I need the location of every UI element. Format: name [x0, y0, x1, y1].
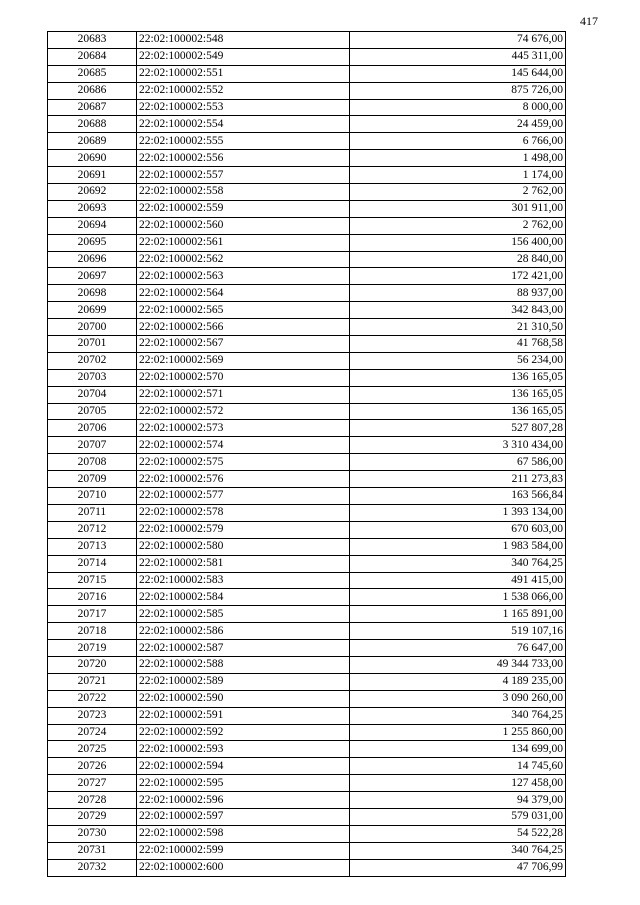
row-number: 20704: [48, 386, 137, 403]
cadastral-value: 74 676,00: [350, 32, 566, 49]
cadastral-value: 579 031,00: [350, 808, 566, 825]
row-number: 20714: [48, 555, 137, 572]
row-number: 20689: [48, 133, 137, 150]
cadastral-value: 340 764,25: [350, 707, 566, 724]
cadastral-value: 1 165 891,00: [350, 606, 566, 623]
cadastral-value: 211 273,83: [350, 471, 566, 488]
table-row: [48, 859, 566, 876]
row-number: 20719: [48, 640, 137, 657]
cadastral-number: 22:02:100002:561: [137, 234, 350, 251]
table-row: [48, 504, 566, 521]
row-number: 20710: [48, 488, 137, 505]
cadastral-number: 22:02:100002:593: [137, 741, 350, 758]
table-row: [48, 116, 566, 133]
cadastral-value: 2 762,00: [350, 184, 566, 201]
cadastral-value: 8 000,00: [350, 99, 566, 116]
cadastral-value: 491 415,00: [350, 572, 566, 589]
table-row: [48, 302, 566, 319]
cadastral-value: 136 165,05: [350, 403, 566, 420]
cadastral-value: 14 745,60: [350, 758, 566, 775]
cadastral-number: 22:02:100002:555: [137, 133, 350, 150]
cadastral-number: 22:02:100002:588: [137, 656, 350, 673]
cadastral-number: 22:02:100002:572: [137, 403, 350, 420]
cadastral-value: 76 647,00: [350, 640, 566, 657]
row-number: 20728: [48, 792, 137, 809]
table-row: [48, 758, 566, 775]
row-number: 20706: [48, 420, 137, 437]
row-number: 20721: [48, 673, 137, 690]
table-row: [48, 690, 566, 707]
cadastral-value: 24 459,00: [350, 116, 566, 133]
cadastral-number: 22:02:100002:598: [137, 825, 350, 842]
row-number: 20693: [48, 200, 137, 217]
table-row: [48, 521, 566, 538]
row-number: 20701: [48, 336, 137, 353]
cadastral-value: 527 807,28: [350, 420, 566, 437]
cadastral-number: 22:02:100002:574: [137, 437, 350, 454]
cadastral-value: 88 937,00: [350, 285, 566, 302]
cadastral-number: 22:02:100002:569: [137, 352, 350, 369]
cadastral-number: 22:02:100002:597: [137, 808, 350, 825]
cadastral-number: 22:02:100002:599: [137, 842, 350, 859]
row-number: 20727: [48, 775, 137, 792]
cadastral-value: 28 840,00: [350, 251, 566, 268]
cadastral-value: 301 911,00: [350, 200, 566, 217]
row-number: 20702: [48, 352, 137, 369]
cadastral-number: 22:02:100002:586: [137, 623, 350, 640]
row-number: 20698: [48, 285, 137, 302]
cadastral-number: 22:02:100002:552: [137, 82, 350, 99]
cadastral-number: 22:02:100002:595: [137, 775, 350, 792]
cadastral-number: 22:02:100002:592: [137, 724, 350, 741]
row-number: 20694: [48, 217, 137, 234]
table-row: [48, 808, 566, 825]
cadastral-number: 22:02:100002:558: [137, 184, 350, 201]
table-row: [48, 454, 566, 471]
table-row: [48, 82, 566, 99]
table-row: [48, 268, 566, 285]
cadastral-number: 22:02:100002:557: [137, 167, 350, 184]
table-row: [48, 200, 566, 217]
cadastral-value: 145 644,00: [350, 65, 566, 82]
table-row: [48, 133, 566, 150]
cadastral-value: 94 379,00: [350, 792, 566, 809]
cadastral-value: 670 603,00: [350, 521, 566, 538]
cadastral-number: 22:02:100002:580: [137, 538, 350, 555]
table-row: [48, 65, 566, 82]
row-number: 20716: [48, 589, 137, 606]
cadastral-number: 22:02:100002:573: [137, 420, 350, 437]
cadastral-value: 1 983 584,00: [350, 538, 566, 555]
table-row: [48, 471, 566, 488]
table-row: [48, 640, 566, 657]
table-row: [48, 184, 566, 201]
row-number: 20695: [48, 234, 137, 251]
cadastral-value: 2 762,00: [350, 217, 566, 234]
cadastral-value: 136 165,05: [350, 369, 566, 386]
row-number: 20684: [48, 48, 137, 65]
row-number: 20717: [48, 606, 137, 623]
cadastral-number: 22:02:100002:571: [137, 386, 350, 403]
cadastral-number: 22:02:100002:553: [137, 99, 350, 116]
row-number: 20713: [48, 538, 137, 555]
cadastral-value: 3 090 260,00: [350, 690, 566, 707]
table-row: [48, 437, 566, 454]
cadastral-number: 22:02:100002:596: [137, 792, 350, 809]
cadastral-value: 156 400,00: [350, 234, 566, 251]
row-number: 20688: [48, 116, 137, 133]
cadastral-number: 22:02:100002:548: [137, 32, 350, 49]
table-row: [48, 724, 566, 741]
table-row: [48, 555, 566, 572]
row-number: 20699: [48, 302, 137, 319]
cadastral-value: 163 566,84: [350, 488, 566, 505]
row-number: 20709: [48, 471, 137, 488]
table-row: [48, 99, 566, 116]
table-row: [48, 741, 566, 758]
cadastral-value: 342 843,00: [350, 302, 566, 319]
row-number: 20685: [48, 65, 137, 82]
cadastral-number: 22:02:100002:579: [137, 521, 350, 538]
row-number: 20732: [48, 859, 137, 876]
table-row: [48, 352, 566, 369]
table-row: [48, 369, 566, 386]
cadastral-number: 22:02:100002:594: [137, 758, 350, 775]
cadastral-number: 22:02:100002:587: [137, 640, 350, 657]
cadastral-value: 172 421,00: [350, 268, 566, 285]
cadastral-number: 22:02:100002:551: [137, 65, 350, 82]
cadastral-number: 22:02:100002:549: [137, 48, 350, 65]
row-number: 20708: [48, 454, 137, 471]
table-row: [48, 775, 566, 792]
row-number: 20712: [48, 521, 137, 538]
row-number: 20697: [48, 268, 137, 285]
cadastral-value: 340 764,25: [350, 842, 566, 859]
cadastral-value: 136 165,05: [350, 386, 566, 403]
cadastral-value: 134 699,00: [350, 741, 566, 758]
cadastral-value: 54 522,28: [350, 825, 566, 842]
cadastral-value: 519 107,16: [350, 623, 566, 640]
table-row: [48, 403, 566, 420]
cadastral-number: 22:02:100002:567: [137, 336, 350, 353]
cadastral-number: 22:02:100002:554: [137, 116, 350, 133]
cadastral-value: 56 234,00: [350, 352, 566, 369]
cadastral-value: 3 310 434,00: [350, 437, 566, 454]
row-number: 20715: [48, 572, 137, 589]
table-row: [48, 167, 566, 184]
row-number: 20720: [48, 656, 137, 673]
row-number: 20725: [48, 741, 137, 758]
row-number: 20690: [48, 150, 137, 167]
row-number: 20718: [48, 623, 137, 640]
cadastral-value: 21 310,50: [350, 319, 566, 336]
cadastral-number: 22:02:100002:590: [137, 690, 350, 707]
row-number: 20724: [48, 724, 137, 741]
cadastral-number: 22:02:100002:570: [137, 369, 350, 386]
row-number: 20691: [48, 167, 137, 184]
table-row: [48, 825, 566, 842]
cadastral-number: 22:02:100002:560: [137, 217, 350, 234]
table-row: [48, 420, 566, 437]
cadastral-value: 1 393 134,00: [350, 504, 566, 521]
cadastral-number: 22:02:100002:578: [137, 504, 350, 521]
cadastral-value-table: [47, 31, 566, 877]
cadastral-value: 1 538 066,00: [350, 589, 566, 606]
cadastral-number: 22:02:100002:564: [137, 285, 350, 302]
cadastral-number: 22:02:100002:591: [137, 707, 350, 724]
row-number: 20692: [48, 184, 137, 201]
row-number: 20687: [48, 99, 137, 116]
cadastral-number: 22:02:100002:559: [137, 200, 350, 217]
row-number: 20723: [48, 707, 137, 724]
row-number: 20731: [48, 842, 137, 859]
table-row: [48, 538, 566, 555]
row-number: 20700: [48, 319, 137, 336]
cadastral-number: 22:02:100002:562: [137, 251, 350, 268]
cadastral-number: 22:02:100002:563: [137, 268, 350, 285]
table-row: [48, 572, 566, 589]
cadastral-value: 445 311,00: [350, 48, 566, 65]
table-row: [48, 589, 566, 606]
cadastral-number: 22:02:100002:585: [137, 606, 350, 623]
table-row: [48, 606, 566, 623]
cadastral-number: 22:02:100002:589: [137, 673, 350, 690]
table-row: [48, 673, 566, 690]
table-row: [48, 150, 566, 167]
cadastral-number: 22:02:100002:583: [137, 572, 350, 589]
table-row: [48, 707, 566, 724]
cadastral-value: 41 768,58: [350, 336, 566, 353]
row-number: 20711: [48, 504, 137, 521]
table-row: [48, 792, 566, 809]
row-number: 20722: [48, 690, 137, 707]
row-number: 20730: [48, 825, 137, 842]
cadastral-value: 340 764,25: [350, 555, 566, 572]
cadastral-number: 22:02:100002:556: [137, 150, 350, 167]
cadastral-number: 22:02:100002:566: [137, 319, 350, 336]
table-row: [48, 234, 566, 251]
table-row: [48, 217, 566, 234]
row-number: 20686: [48, 82, 137, 99]
table-row: [48, 623, 566, 640]
row-number: 20705: [48, 403, 137, 420]
cadastral-value: 1 498,00: [350, 150, 566, 167]
row-number: 20696: [48, 251, 137, 268]
row-number: 20703: [48, 369, 137, 386]
row-number: 20707: [48, 437, 137, 454]
table-row: [48, 488, 566, 505]
table-row: [48, 386, 566, 403]
table-row: [48, 285, 566, 302]
table-row: [48, 32, 566, 49]
cadastral-number: 22:02:100002:565: [137, 302, 350, 319]
cadastral-value: 1 255 860,00: [350, 724, 566, 741]
table-body: [48, 32, 566, 877]
row-number: 20726: [48, 758, 137, 775]
cadastral-number: 22:02:100002:584: [137, 589, 350, 606]
cadastral-value: 67 586,00: [350, 454, 566, 471]
table-row: [48, 656, 566, 673]
table-row: [48, 336, 566, 353]
cadastral-number: 22:02:100002:575: [137, 454, 350, 471]
cadastral-value: 127 458,00: [350, 775, 566, 792]
row-number: 20729: [48, 808, 137, 825]
cadastral-number: 22:02:100002:577: [137, 488, 350, 505]
row-number: 20683: [48, 32, 137, 49]
cadastral-number: 22:02:100002:581: [137, 555, 350, 572]
table-row: [48, 319, 566, 336]
cadastral-value: 1 174,00: [350, 167, 566, 184]
cadastral-number: 22:02:100002:600: [137, 859, 350, 876]
table-row: [48, 251, 566, 268]
table-row: [48, 48, 566, 65]
cadastral-value: 47 706,99: [350, 859, 566, 876]
cadastral-number: 22:02:100002:576: [137, 471, 350, 488]
cadastral-value: 6 766,00: [350, 133, 566, 150]
table-row: [48, 842, 566, 859]
cadastral-value: 49 344 733,00: [350, 656, 566, 673]
cadastral-value: 875 726,00: [350, 82, 566, 99]
page-number: 417: [580, 14, 598, 28]
cadastral-value: 4 189 235,00: [350, 673, 566, 690]
